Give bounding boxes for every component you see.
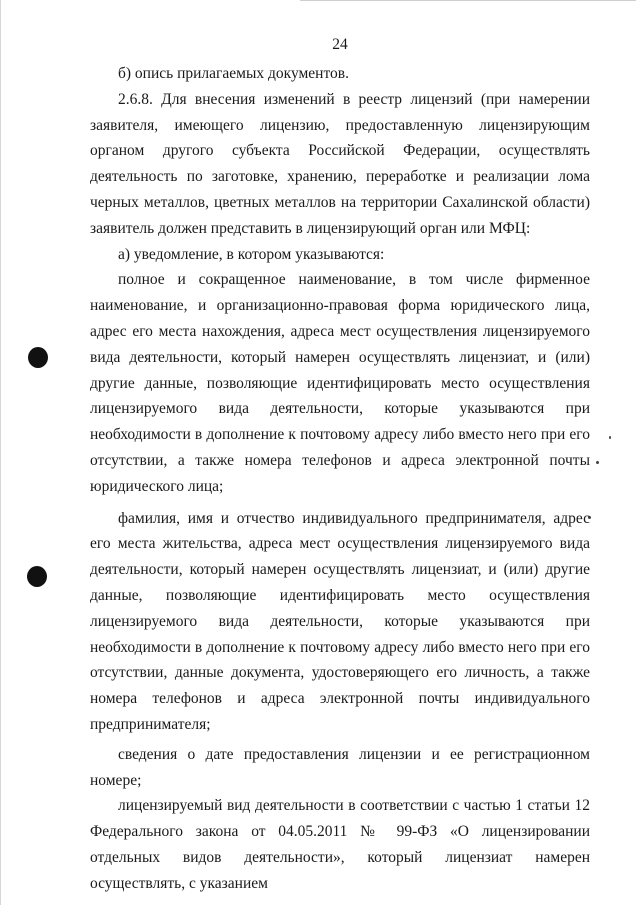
scan-edge-top	[300, 0, 636, 1]
paragraph-licensed-activity: лицензируемый вид деятельности в соответствии с частью 1 статьи 12 Федерального закона от 04.05.2011 № 99-ФЗ «О лицензировании отдельных видов деятельности», который лицензиат намерен осуществлять, с указанием	[90, 797, 590, 892]
scan-edge-left	[0, 0, 1, 905]
page-number: 24	[332, 36, 348, 53]
punch-hole-mark	[28, 347, 48, 368]
paragraph-individual-entrepreneur: фамилия, имя и отчество индивидуального предпринимателя, адрес его места жительства, адреса мест осуществления лицензируемого вида деятельности, который намерен осуществлять лицензиат, и (или) другие данные, позволяющие идентифицировать место осуществления лицензируемого вида деятельности, которые указываются при необходимости в дополнение к почтовому адресу либо вместо него при его отсутствии, данные документа, удостоверяющего его личность, а также номера телефонов и адреса электронной почты индивидуального предпринимателя;	[90, 509, 590, 733]
document-body	[90, 61, 590, 897]
paragraph-attachments-list: б) опись прилагаемых документов.	[118, 65, 349, 82]
paragraph-license-date: сведения о дате предоставления лицензии и ее регистрационном номере;	[90, 745, 590, 789]
punch-hole-mark	[27, 566, 47, 587]
scan-speck	[609, 436, 611, 439]
scan-speck	[596, 461, 599, 464]
paragraph-notice-intro: а) уведомление, в котором указываются:	[118, 245, 385, 263]
paragraph-clause-2-6-8: 2.6.8. Для внесения изменений в реестр лицензий (при намерении заявителя, имеющего лицензию, предоставленную лицензирующим органом другого субъекта Российской Федерации, осуществлять деятельность по заготовке, хранению, переработке и реализации лома черных металлов, цветных металлов на территории Сахалинской области) заявитель должен представить в лицензирующий орган или МФЦ:	[90, 90, 590, 237]
paragraph-legal-entity: полное и сокращенное наименование, в том числе фирменное наименование, и организационно-правовая форма юридического лица, адрес его места нахождения, адреса мест осуществления лицензируемого вида деятельности, который намерен осуществлять лицензиат, и (или) другие данные, позволяющие идентифицировать место осуществления лицензируемого вида деятельности, которые указываются при необходимости в дополнение к почтовому адресу либо вместо него при его отсутствии, а также номера телефонов и адреса электронной почты юридического лица;	[90, 271, 590, 495]
